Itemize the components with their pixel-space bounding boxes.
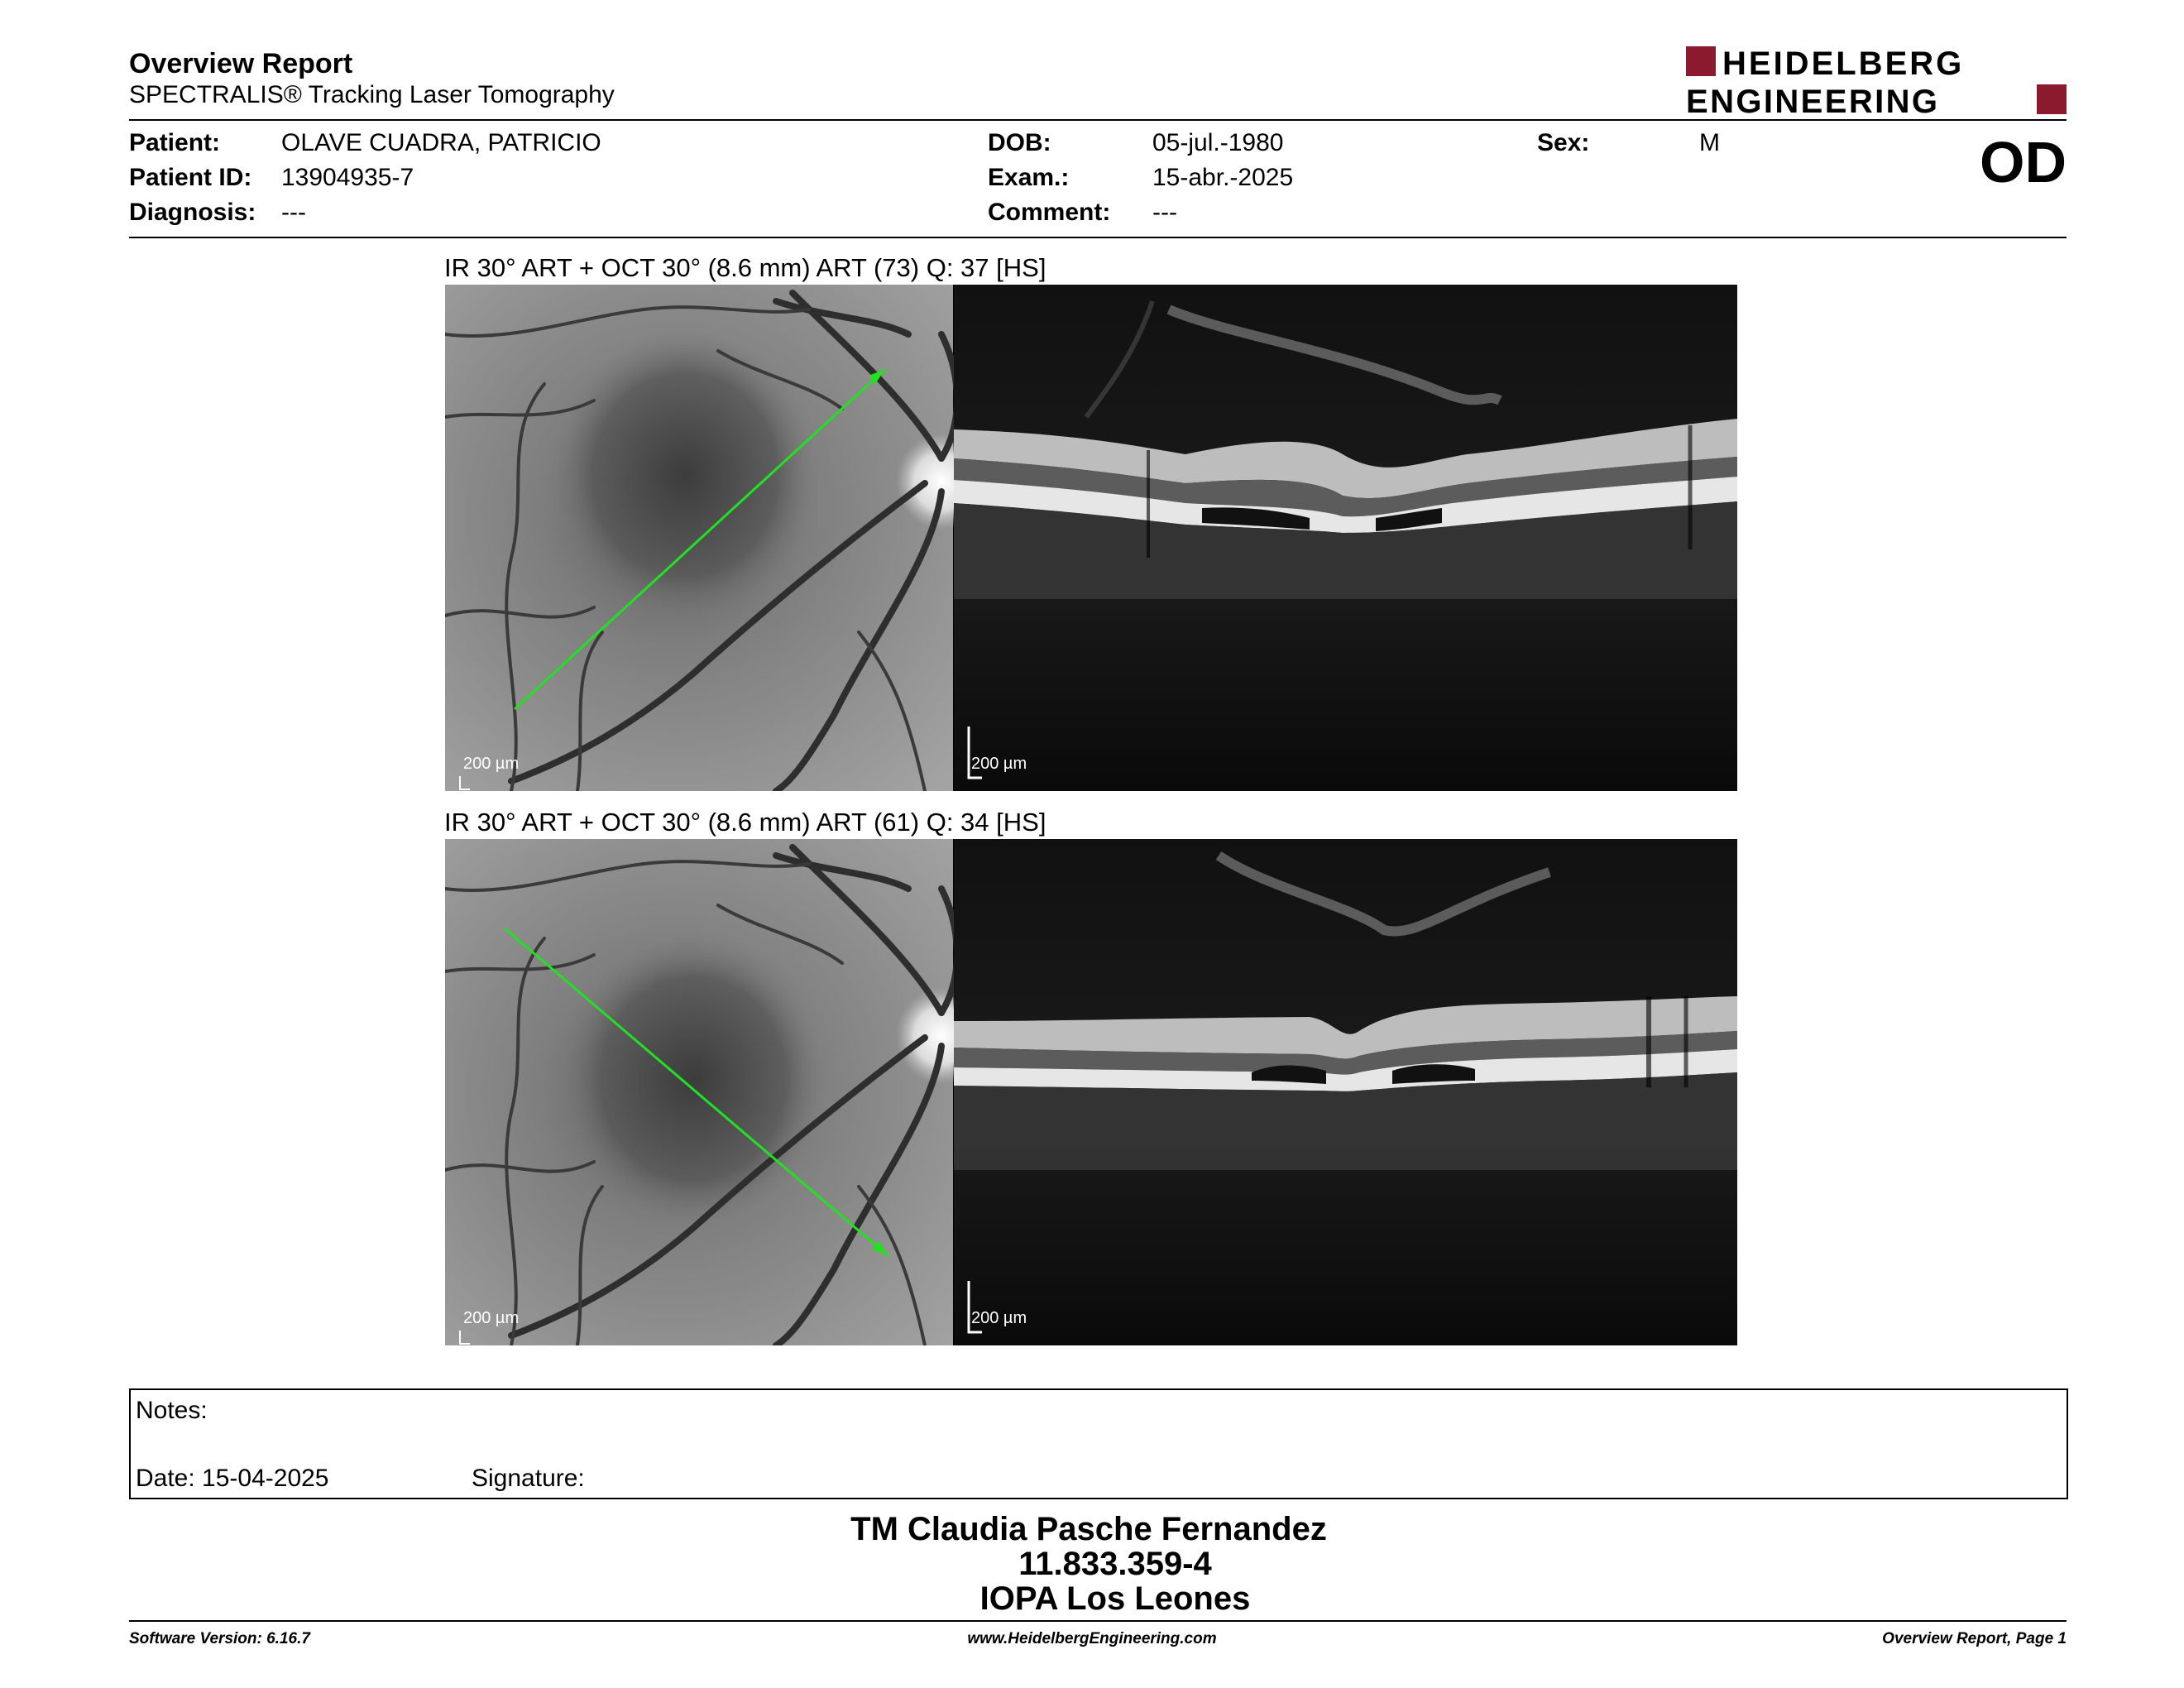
heidelberg-logo (1686, 46, 2067, 116)
scan-1-panel (445, 285, 1737, 791)
info-rule (129, 237, 2067, 238)
comment-label: Comment: (988, 199, 1111, 226)
report-subtitle: SPECTRALIS® Tracking Laser Tomography (129, 81, 615, 108)
scan-2-panel (445, 839, 1737, 1345)
scan-2-title: IR 30° ART + OCT 30° (8.6 mm) ART (61) Q: 34 [HS] (444, 808, 1046, 837)
patient-id-label: Patient ID: (129, 164, 252, 191)
website-link[interactable]: www.HeidelbergEngineering.com (967, 1630, 1217, 1647)
diagnosis-value: --- (281, 199, 306, 226)
header-rule (129, 119, 2067, 121)
oct-scale-bar-label-2: 200 µm (971, 1309, 1027, 1327)
dob-value: 05-jul.-1980 (1152, 129, 1284, 156)
notes-label: Notes: (136, 1397, 208, 1424)
signature-label: Signature: (472, 1465, 585, 1492)
oct-bscan-image-1 (954, 285, 1737, 791)
software-version: Software Version: 6.16.7 (129, 1630, 310, 1647)
stamp-name: TM Claudia Pasche Fernandez (850, 1511, 1327, 1547)
footer-rule (129, 1620, 2067, 1622)
ir-scale-bar-label-2: 200 µm (463, 1309, 520, 1327)
ir-fundus-image-1 (445, 285, 987, 791)
sex-value: M (1699, 129, 1720, 156)
diagnosis-label: Diagnosis: (129, 199, 256, 226)
page-indicator: Overview Report, Page 1 (1882, 1630, 2067, 1647)
notes-box (129, 1388, 2068, 1499)
patient-name: OLAVE CUADRA, PATRICIO (281, 129, 601, 156)
logo-line2: ENGINEERING (1686, 84, 1940, 116)
eye-laterality: OD (1980, 130, 2067, 194)
exam-value: 15-abr.-2025 (1152, 164, 1294, 191)
scan-1-title: IR 30° ART + OCT 30° (8.6 mm) ART (73) Q: 37 [HS] (444, 253, 1046, 282)
comment-value: --- (1152, 199, 1177, 226)
oct-bscan-image-2 (954, 839, 1737, 1345)
patient-label: Patient: (129, 129, 221, 156)
ir-fundus-image-2 (445, 839, 987, 1345)
sex-label: Sex: (1537, 129, 1590, 156)
logo-line1: HEIDELBERG (1722, 46, 1965, 82)
stamp-org: IOPA Los Leones (979, 1580, 1251, 1617)
exam-label: Exam.: (988, 164, 1070, 191)
patient-id: 13904935-7 (281, 164, 414, 191)
dob-label: DOB: (988, 129, 1051, 156)
stamp-id: 11.833.359-4 (1018, 1546, 1212, 1582)
oct-scale-bar-label-1: 200 µm (971, 755, 1027, 773)
ir-scale-bar-label-1: 200 µm (463, 755, 520, 773)
date-label: Date: 15-04-2025 (136, 1465, 329, 1492)
report-title: Overview Report (129, 48, 353, 79)
